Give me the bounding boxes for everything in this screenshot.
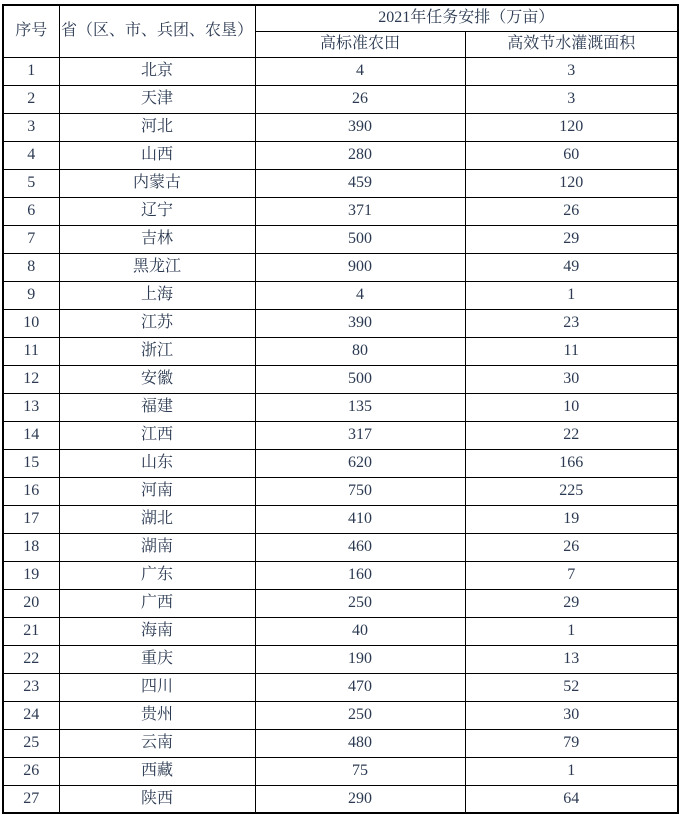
cell-serial-number: 18 — [3, 533, 59, 561]
table-row — [3, 505, 678, 533]
cell-province: 北京 — [59, 57, 255, 85]
cell-irrigation-value: 1 — [465, 617, 678, 645]
cell-farmland-value: 460 — [255, 533, 465, 561]
cell-irrigation-value: 3 — [465, 57, 678, 85]
cell-farmland-value: 459 — [255, 169, 465, 197]
table-row — [3, 197, 678, 225]
cell-farmland-value: 410 — [255, 505, 465, 533]
table-row — [3, 561, 678, 589]
cell-province: 陕西 — [59, 785, 255, 813]
cell-farmland-value: 620 — [255, 449, 465, 477]
table-row — [3, 533, 678, 561]
cell-province: 广西 — [59, 589, 255, 617]
cell-irrigation-value: 13 — [465, 645, 678, 673]
table-row — [3, 365, 678, 393]
cell-farmland-value: 4 — [255, 57, 465, 85]
cell-irrigation-value: 26 — [465, 197, 678, 225]
cell-province: 福建 — [59, 393, 255, 421]
cell-irrigation-value: 120 — [465, 169, 678, 197]
cell-farmland-value: 280 — [255, 141, 465, 169]
table-row — [3, 757, 678, 785]
table-body — [3, 57, 678, 813]
cell-farmland-value: 900 — [255, 253, 465, 281]
cell-farmland-value: 390 — [255, 309, 465, 337]
cell-irrigation-value: 1 — [465, 281, 678, 309]
table-row — [3, 113, 678, 141]
cell-farmland-value: 500 — [255, 225, 465, 253]
cell-serial-number: 5 — [3, 169, 59, 197]
cell-farmland-value: 135 — [255, 393, 465, 421]
table-row — [3, 477, 678, 505]
cell-province: 安徽 — [59, 365, 255, 393]
cell-province: 辽宁 — [59, 197, 255, 225]
cell-province: 四川 — [59, 673, 255, 701]
cell-serial-number: 2 — [3, 85, 59, 113]
cell-serial-number: 13 — [3, 393, 59, 421]
cell-farmland-value: 750 — [255, 477, 465, 505]
cell-serial-number: 7 — [3, 225, 59, 253]
cell-serial-number: 27 — [3, 785, 59, 813]
cell-irrigation-value: 52 — [465, 673, 678, 701]
cell-irrigation-value: 11 — [465, 337, 678, 365]
cell-province: 吉林 — [59, 225, 255, 253]
cell-province: 黑龙江 — [59, 253, 255, 281]
cell-serial-number: 22 — [3, 645, 59, 673]
cell-province: 山西 — [59, 141, 255, 169]
cell-serial-number: 10 — [3, 309, 59, 337]
cell-farmland-value: 75 — [255, 757, 465, 785]
table-row — [3, 449, 678, 477]
cell-irrigation-value: 22 — [465, 421, 678, 449]
cell-province: 贵州 — [59, 701, 255, 729]
header-task-group: 2021年任务安排（万亩） — [255, 5, 678, 31]
cell-farmland-value: 371 — [255, 197, 465, 225]
table-row — [3, 253, 678, 281]
table-row — [3, 281, 678, 309]
cell-farmland-value: 317 — [255, 421, 465, 449]
cell-irrigation-value: 29 — [465, 589, 678, 617]
cell-irrigation-value: 225 — [465, 477, 678, 505]
cell-province: 湖南 — [59, 533, 255, 561]
cell-farmland-value: 250 — [255, 701, 465, 729]
cell-farmland-value: 250 — [255, 589, 465, 617]
task-arrangement-table — [2, 4, 679, 814]
cell-province: 浙江 — [59, 337, 255, 365]
table-row — [3, 337, 678, 365]
cell-serial-number: 21 — [3, 617, 59, 645]
cell-serial-number: 8 — [3, 253, 59, 281]
header-province: 省（区、市、兵团、农垦） — [59, 5, 255, 57]
cell-serial-number: 24 — [3, 701, 59, 729]
cell-province: 湖北 — [59, 505, 255, 533]
cell-irrigation-value: 79 — [465, 729, 678, 757]
cell-province: 江西 — [59, 421, 255, 449]
cell-irrigation-value: 7 — [465, 561, 678, 589]
cell-irrigation-value: 19 — [465, 505, 678, 533]
cell-serial-number: 25 — [3, 729, 59, 757]
cell-province: 上海 — [59, 281, 255, 309]
cell-serial-number: 14 — [3, 421, 59, 449]
cell-province: 西藏 — [59, 757, 255, 785]
cell-province: 河南 — [59, 477, 255, 505]
cell-farmland-value: 290 — [255, 785, 465, 813]
cell-province: 江苏 — [59, 309, 255, 337]
cell-serial-number: 19 — [3, 561, 59, 589]
table-row — [3, 169, 678, 197]
cell-irrigation-value: 1 — [465, 757, 678, 785]
table-row — [3, 785, 678, 813]
cell-irrigation-value: 64 — [465, 785, 678, 813]
cell-province: 海南 — [59, 617, 255, 645]
cell-irrigation-value: 60 — [465, 141, 678, 169]
cell-irrigation-value: 30 — [465, 365, 678, 393]
cell-province: 山东 — [59, 449, 255, 477]
cell-farmland-value: 190 — [255, 645, 465, 673]
table-row — [3, 617, 678, 645]
table-row — [3, 729, 678, 757]
cell-province: 天津 — [59, 85, 255, 113]
cell-farmland-value: 160 — [255, 561, 465, 589]
cell-serial-number: 1 — [3, 57, 59, 85]
cell-serial-number: 4 — [3, 141, 59, 169]
cell-province: 内蒙古 — [59, 169, 255, 197]
table-row — [3, 57, 678, 85]
cell-irrigation-value: 3 — [465, 85, 678, 113]
header-water-saving-irrigation: 高效节水灌溉面积 — [465, 31, 678, 57]
cell-irrigation-value: 26 — [465, 533, 678, 561]
table-row — [3, 645, 678, 673]
cell-farmland-value: 80 — [255, 337, 465, 365]
cell-irrigation-value: 29 — [465, 225, 678, 253]
cell-serial-number: 17 — [3, 505, 59, 533]
cell-province: 河北 — [59, 113, 255, 141]
cell-farmland-value: 390 — [255, 113, 465, 141]
cell-serial-number: 11 — [3, 337, 59, 365]
header-serial-number: 序号 — [3, 5, 59, 57]
table-row — [3, 393, 678, 421]
cell-serial-number: 6 — [3, 197, 59, 225]
cell-serial-number: 20 — [3, 589, 59, 617]
header-high-standard-farmland: 高标准农田 — [255, 31, 465, 57]
cell-serial-number: 3 — [3, 113, 59, 141]
cell-serial-number: 12 — [3, 365, 59, 393]
table-row — [3, 589, 678, 617]
table-row — [3, 85, 678, 113]
table-row — [3, 701, 678, 729]
cell-province: 云南 — [59, 729, 255, 757]
cell-farmland-value: 470 — [255, 673, 465, 701]
table-row — [3, 141, 678, 169]
cell-province: 重庆 — [59, 645, 255, 673]
cell-irrigation-value: 30 — [465, 701, 678, 729]
header-row-top — [3, 5, 678, 31]
cell-farmland-value: 4 — [255, 281, 465, 309]
cell-serial-number: 16 — [3, 477, 59, 505]
table-row — [3, 673, 678, 701]
cell-serial-number: 9 — [3, 281, 59, 309]
cell-irrigation-value: 120 — [465, 113, 678, 141]
table-header — [3, 5, 678, 57]
cell-serial-number: 23 — [3, 673, 59, 701]
cell-farmland-value: 500 — [255, 365, 465, 393]
cell-farmland-value: 40 — [255, 617, 465, 645]
table-row — [3, 421, 678, 449]
cell-irrigation-value: 49 — [465, 253, 678, 281]
cell-serial-number: 15 — [3, 449, 59, 477]
cell-farmland-value: 480 — [255, 729, 465, 757]
cell-irrigation-value: 10 — [465, 393, 678, 421]
table-row — [3, 225, 678, 253]
table-row — [3, 309, 678, 337]
cell-irrigation-value: 166 — [465, 449, 678, 477]
cell-province: 广东 — [59, 561, 255, 589]
cell-irrigation-value: 23 — [465, 309, 678, 337]
cell-farmland-value: 26 — [255, 85, 465, 113]
cell-serial-number: 26 — [3, 757, 59, 785]
